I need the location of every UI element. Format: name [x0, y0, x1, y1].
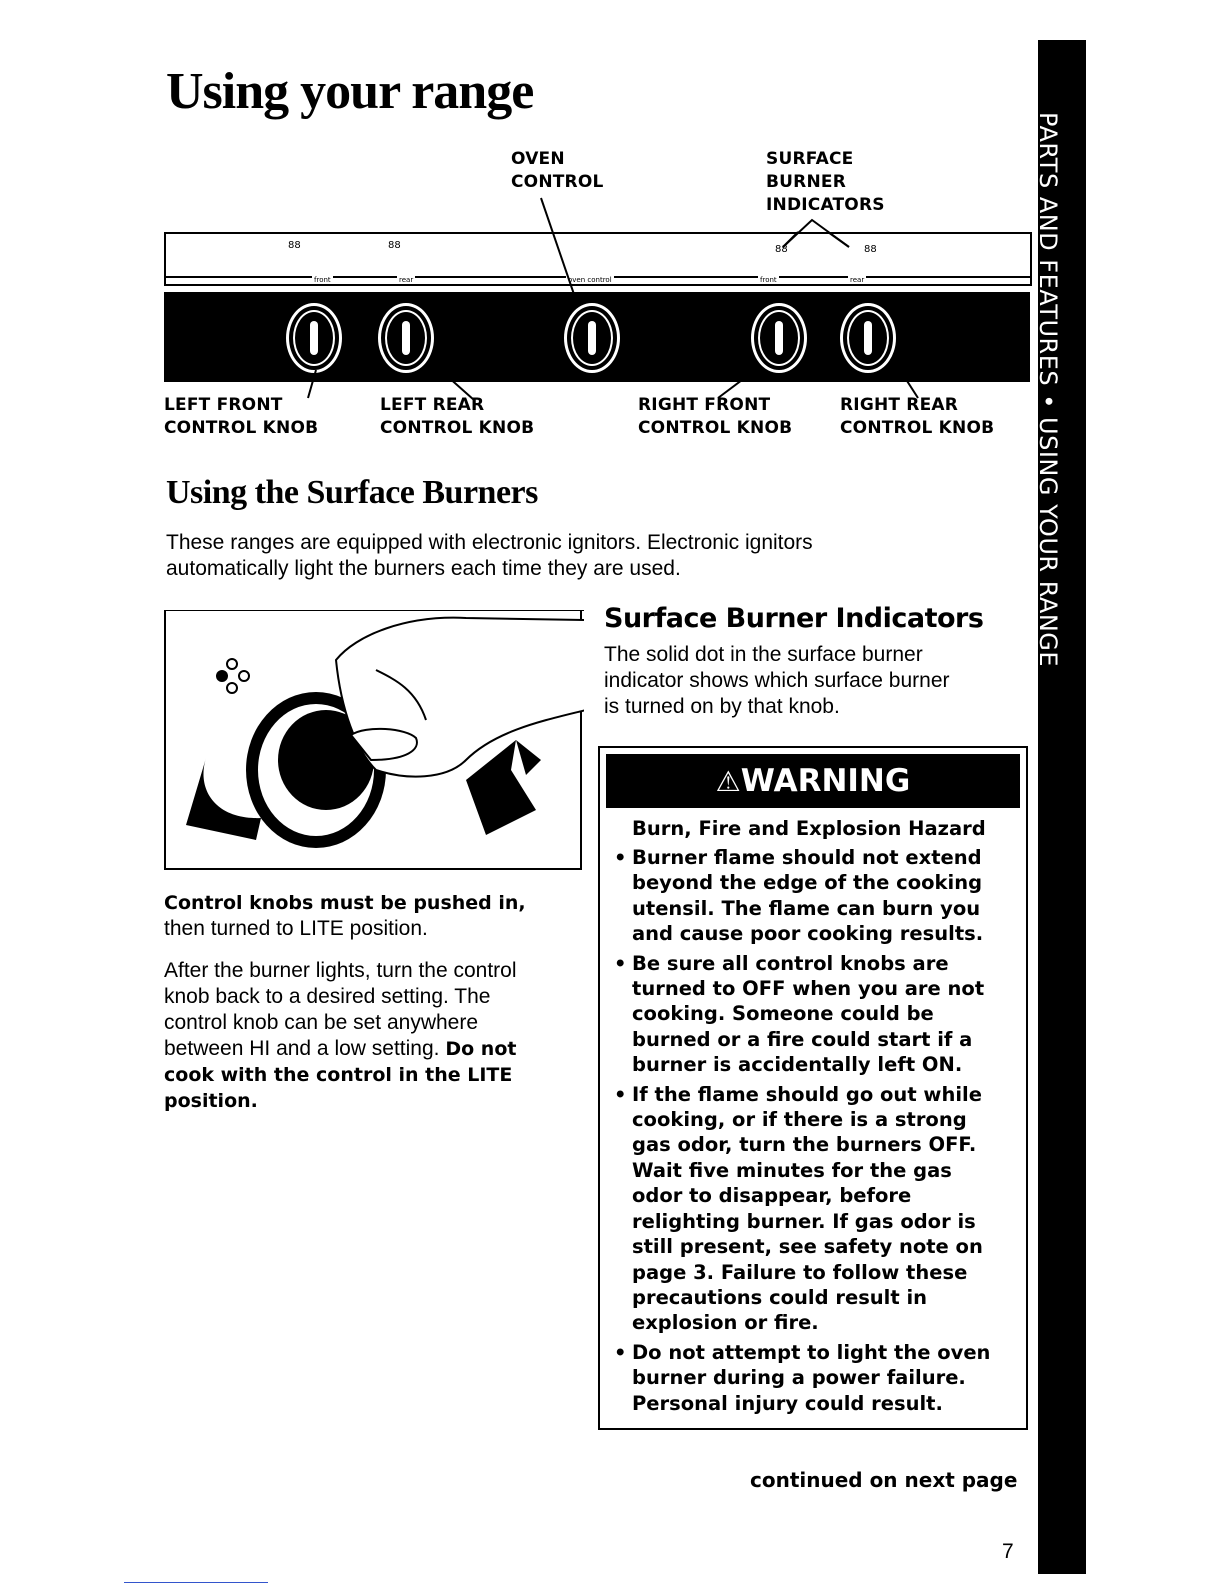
- panel-label: rear: [850, 276, 865, 284]
- indicator-icon: 88: [864, 244, 877, 255]
- panel-label: front: [314, 276, 331, 284]
- indicators-subheading: Surface Burner Indicators: [604, 603, 984, 634]
- panel-label: front: [760, 276, 777, 284]
- side-tab-label: PARTS AND FEATURES • USING YOUR RANGE: [1034, 112, 1062, 668]
- warning-bullet: • Burner flame should not extend beyond the edge of the cooking utensil. The flame can burn you and cause poor cooking results.: [614, 846, 984, 946]
- continued-note: continued on next page: [750, 1468, 1018, 1492]
- warning-header: ⚠WARNING: [606, 754, 1020, 808]
- oven-control-label: OVEN CONTROL: [511, 149, 604, 192]
- page-number: 7: [1002, 1540, 1014, 1563]
- knob-illustration: [164, 610, 582, 870]
- surface-burner-indicators-label: SURFACE BURNER INDICATORS: [766, 149, 885, 215]
- warning-bullet: • If the flame should go out while cooking, or if there is a strong gas odor, turn the burners OFF. Wait five minutes for the gas odor to disappear, before relighting burner. If gas odor is still present, see safety note on page 3. Failure to follow these precautions could result in explosion or fire.: [614, 1082, 983, 1335]
- leader-lines: [0, 0, 1040, 420]
- indicator-icon: 88: [388, 240, 401, 251]
- warning-triangle-icon: ⚠: [715, 765, 741, 798]
- left-front-knob-label: LEFT FRONT CONTROL KNOB: [164, 395, 319, 438]
- section-intro: These ranges are equipped with electronic ignitors. Electronic ignitors automatically light the burners each time they are used.: [166, 531, 813, 580]
- panel-label: oven control: [568, 276, 612, 284]
- knob-caption: Control knobs must be pushed in, then turned to LITE position.: [164, 892, 526, 940]
- warning-bullet-list: [614, 845, 1024, 1416]
- hand-pushing-knob-icon: [166, 610, 584, 870]
- burner-instructions: After the burner lights, turn the control knob back to a desired setting. The control knob can be set anywhere between HI and a low setting. Do not cook with the control in the LITE position.: [164, 959, 517, 1112]
- right-front-knob-label: RIGHT FRONT CONTROL KNOB: [638, 395, 793, 438]
- indicator-icon: 88: [775, 244, 788, 255]
- section-heading: Using the Surface Burners: [166, 474, 538, 511]
- bottom-rule: [124, 1582, 268, 1583]
- warning-bullet: • Do not attempt to light the oven burner during a power failure. Personal injury could result.: [614, 1340, 991, 1415]
- indicators-body: The solid dot in the surface burner indicator shows which surface burner is turned on by that knob.: [604, 643, 950, 718]
- panel-label: rear: [399, 276, 414, 284]
- right-rear-knob-label: RIGHT REAR CONTROL KNOB: [840, 395, 995, 438]
- warning-hazard-title: Burn, Fire and Explosion Hazard: [632, 817, 986, 840]
- left-rear-knob-label: LEFT REAR CONTROL KNOB: [380, 395, 535, 438]
- page-title: Using your range: [166, 63, 534, 120]
- indicator-icon: 88: [288, 240, 301, 251]
- warning-bullet: • Be sure all control knobs are turned to OFF when you are not cooking. Someone could be burned or a fire could start if a burner is accidentally left ON.: [614, 951, 985, 1077]
